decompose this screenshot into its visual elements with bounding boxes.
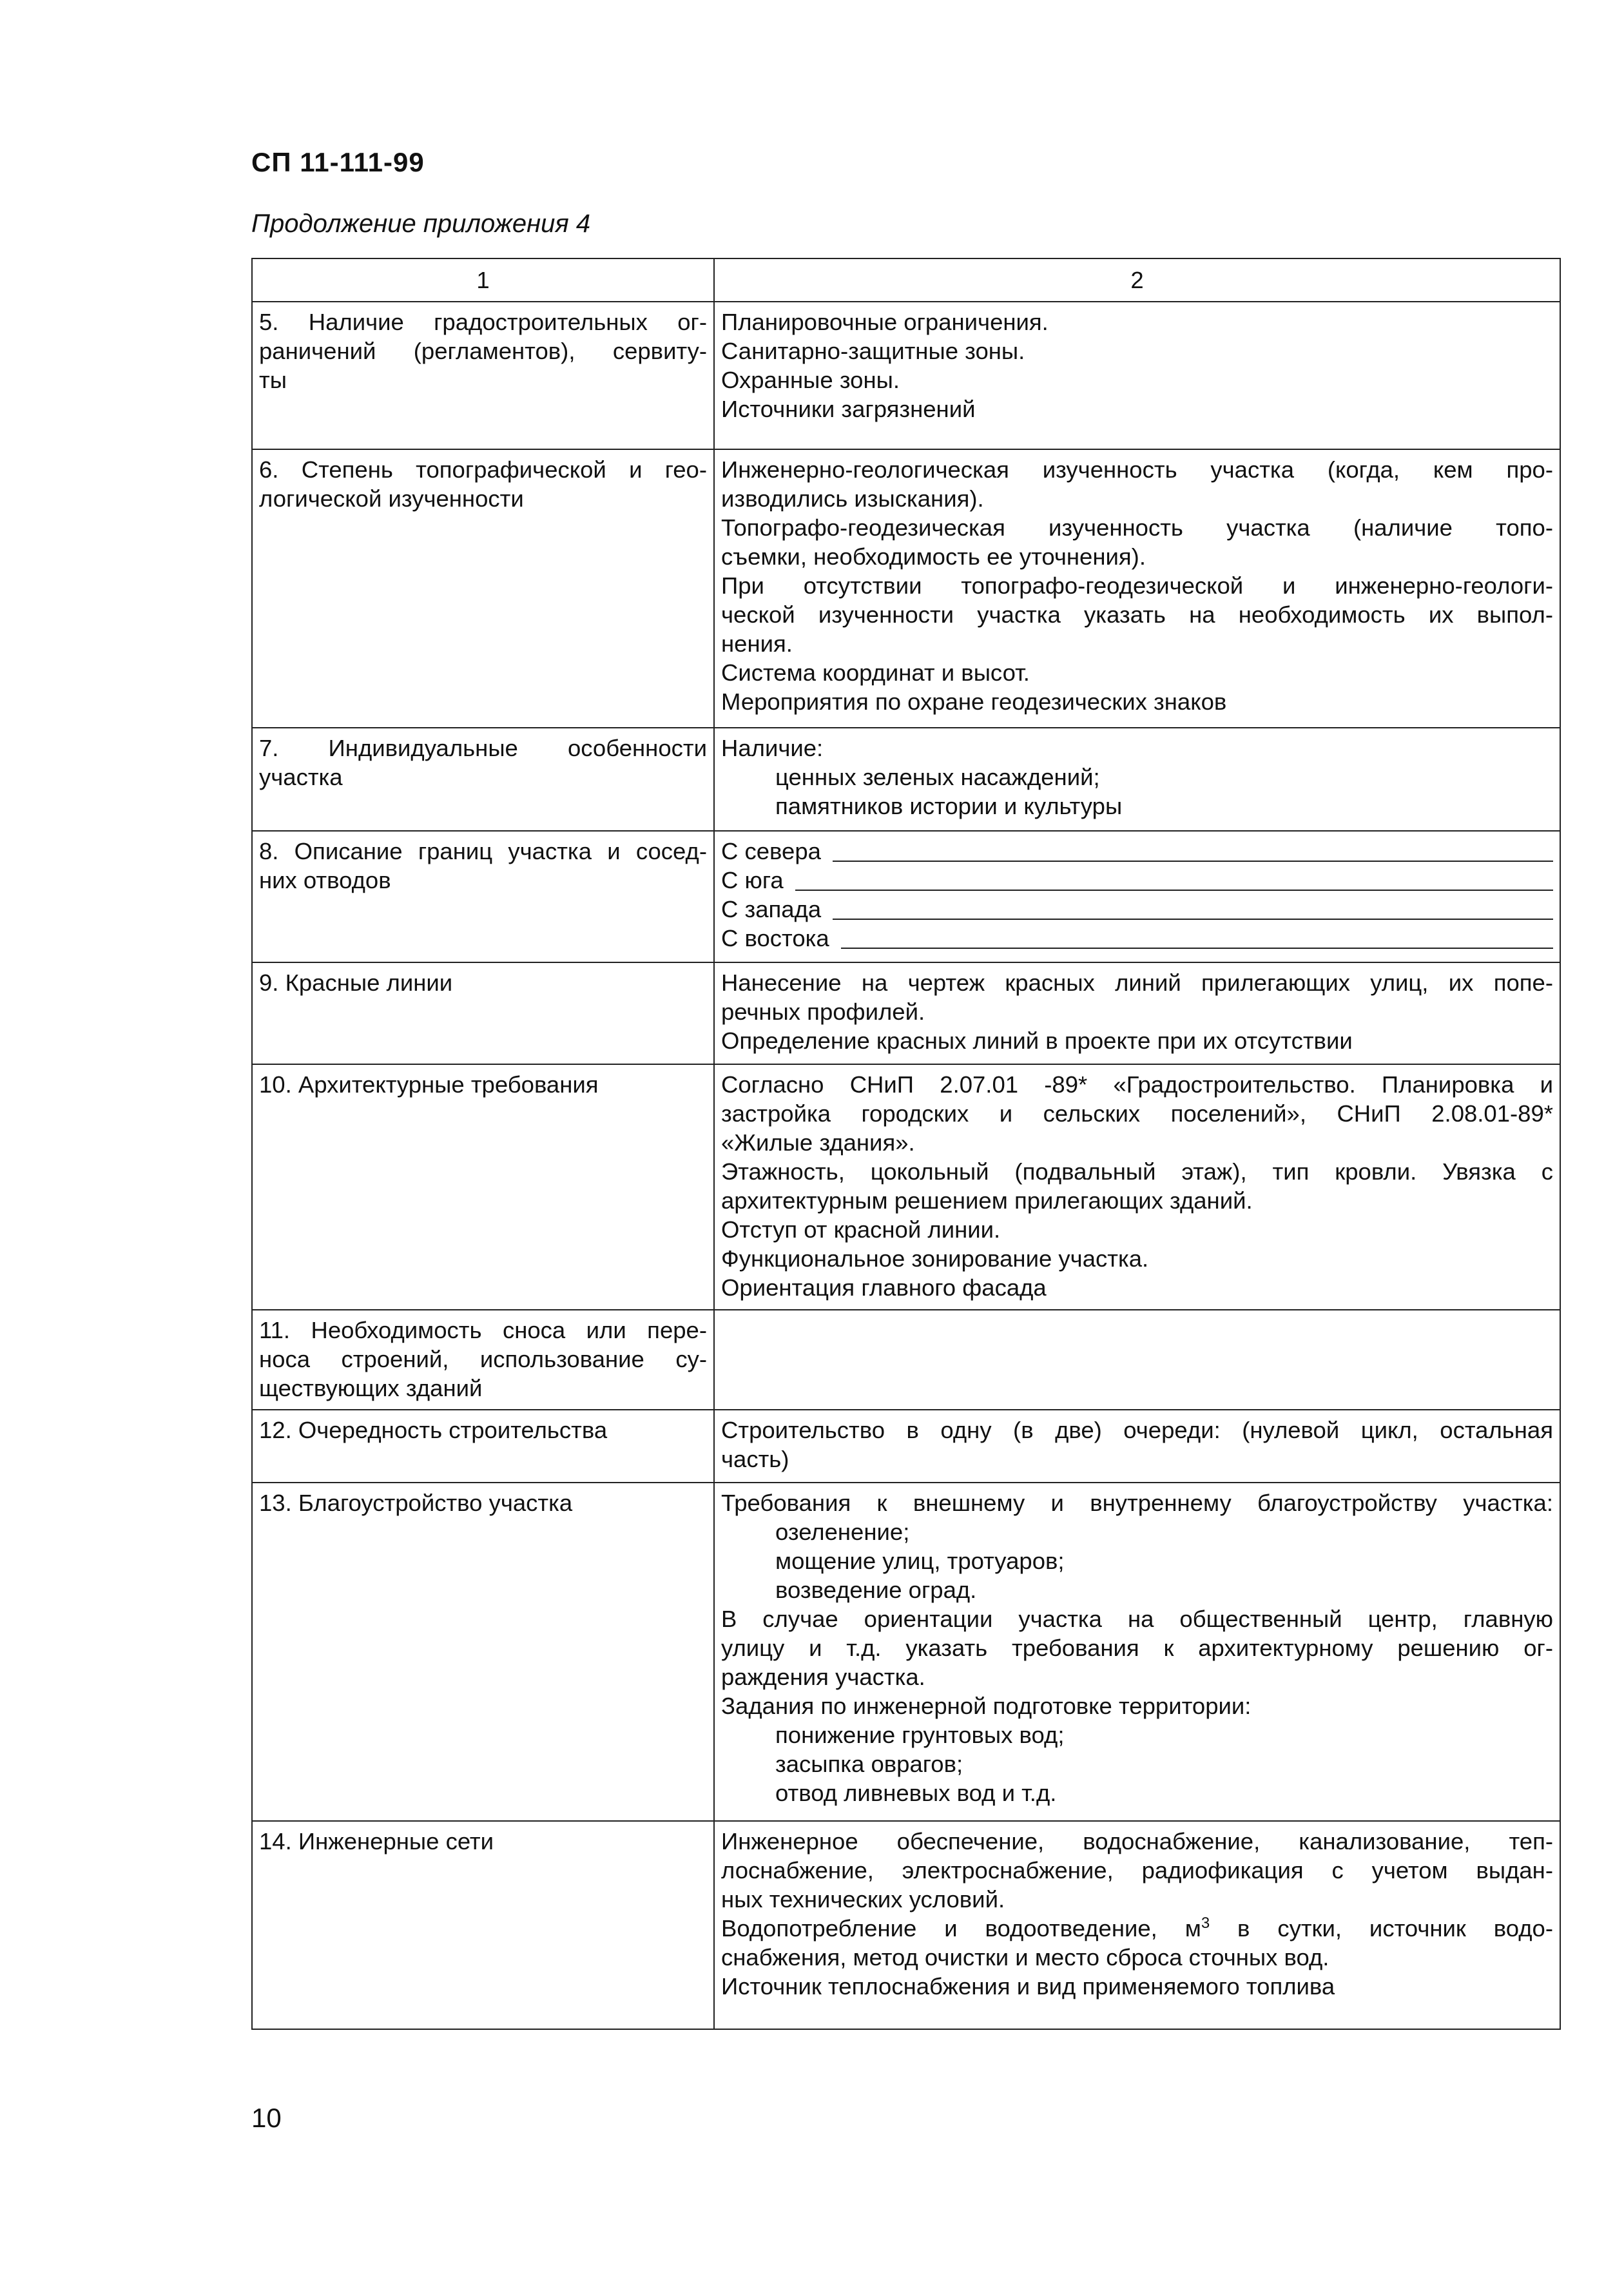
- requirement-content-cell: [714, 962, 1560, 1064]
- requirement-name-cell: [252, 1410, 714, 1483]
- blank-line: [833, 918, 1553, 920]
- cell-line: Согласно СНиП 2.07.01 -89* «Градостроительство. Планировка и: [721, 1071, 1553, 1098]
- appendix-continuation-label: Продолжение приложения 4: [251, 209, 591, 238]
- requirement-name-cell: [252, 831, 714, 962]
- table-row: [252, 302, 1560, 449]
- requirement-name-cell: [252, 1821, 714, 2029]
- cell-line: Этажность, цокольный (подвальный этаж), тип кровли. Увязка с: [721, 1158, 1553, 1185]
- cell-line: 8. Описание границ участка и сосед-: [259, 838, 707, 864]
- field-label: С востока: [721, 925, 829, 951]
- cell-line: носа строений, использование су-: [259, 1346, 707, 1372]
- boundary-south-field[interactable]: [721, 866, 1553, 895]
- field-label: С юга: [721, 867, 784, 893]
- cell-line: В случае ориентации участка на общественный центр, главную: [721, 1606, 1553, 1632]
- cell-line: архитектурным решением прилегающих зданий.: [721, 1187, 1253, 1214]
- cell-line: ческой изученности участка указать на необходимость их выпол-: [721, 601, 1553, 628]
- cell-line: Нанесение на чертеж красных линий прилегающих улиц, их попе-: [721, 969, 1553, 996]
- cell-line: нения.: [721, 630, 793, 657]
- requirement-name-cell: [252, 449, 714, 728]
- requirement-name-cell: [252, 1483, 714, 1821]
- blank-line: [833, 860, 1553, 862]
- cell-line: 6. Степень топографической и гео-: [259, 456, 707, 483]
- cell-line: Мероприятия по охране геодезических знаков: [721, 688, 1227, 715]
- blank-line: [841, 947, 1553, 949]
- requirement-content-cell: [714, 1410, 1560, 1483]
- column-header: 1: [252, 258, 714, 302]
- cell-line: раничений (регламентов), сервиту-: [259, 338, 707, 364]
- cell-line: отвод ливневых вод и т.д.: [775, 1780, 1057, 1806]
- document-code: СП 11-111-99: [251, 147, 425, 177]
- boundary-west-field[interactable]: [721, 895, 1553, 924]
- field-label: С севера: [721, 838, 821, 864]
- table-row: [252, 1310, 1560, 1410]
- requirement-content-cell: [714, 831, 1560, 962]
- cell-line: 13. Благоустройство участка: [259, 1490, 573, 1516]
- cell-line: лоснабжение, электроснабжение, радиофикация с учетом выдан-: [721, 1857, 1553, 1884]
- cell-line: ценных зеленых насаждений;: [775, 764, 1100, 790]
- requirement-content-cell: [714, 1483, 1560, 1821]
- cell-line: Система координат и высот.: [721, 659, 1030, 686]
- text-fragment: Водопотребление и водоотведение, м: [721, 1915, 1201, 1942]
- cell-line: озеленение;: [775, 1519, 910, 1545]
- table-row: [252, 728, 1560, 831]
- cell-line: 11. Необходимость сноса или пере-: [259, 1317, 707, 1343]
- cell-line: логической изученности: [259, 485, 524, 512]
- cell-line: ществующих зданий: [259, 1375, 483, 1401]
- cell-line: 9. Красные линии: [259, 969, 453, 996]
- cell-line: памятников истории и культуры: [775, 793, 1123, 819]
- blank-line: [795, 889, 1553, 891]
- boundary-east-field[interactable]: [721, 924, 1553, 953]
- table-row: [252, 1483, 1560, 1821]
- requirement-name-cell: [252, 728, 714, 831]
- cell-line: Требования к внешнему и внутреннему благоустройству участка:: [721, 1490, 1553, 1516]
- cell-line: [721, 1914, 1553, 1943]
- requirement-content-cell: [714, 449, 1560, 728]
- cell-line: 14. Инженерные сети: [259, 1828, 494, 1855]
- cell-line: часть): [721, 1446, 789, 1472]
- cell-line: засыпка оврагов;: [775, 1751, 963, 1777]
- cell-line: Инженерное обеспечение, водоснабжение, канализование, теп-: [721, 1828, 1553, 1855]
- requirement-name-cell: [252, 962, 714, 1064]
- requirement-name-cell: [252, 1064, 714, 1310]
- table-row: [252, 1821, 1560, 2029]
- requirement-content-cell: [714, 302, 1560, 449]
- table-header-row: [252, 258, 1560, 302]
- cell-line: Функциональное зонирование участка.: [721, 1245, 1149, 1272]
- cell-line: Источники загрязнений: [721, 396, 976, 422]
- cell-line: Охранные зоны.: [721, 367, 900, 393]
- cell-line: раждения участка.: [721, 1664, 925, 1690]
- field-label: С запада: [721, 896, 822, 922]
- cell-line: Определение красных линий в проекте при их отсутствии: [721, 1027, 1353, 1054]
- cell-line: При отсутствии топографо-геодезической и инженерно-геологи-: [721, 572, 1553, 599]
- cell-line: «Жилые здания».: [721, 1129, 915, 1156]
- cell-line: участка: [259, 764, 343, 790]
- cell-line: возведение оград.: [775, 1577, 977, 1603]
- table-row: [252, 1064, 1560, 1310]
- cell-line: мощение улиц, тротуаров;: [775, 1548, 1065, 1574]
- cell-line: Планировочные ограничения.: [721, 309, 1049, 335]
- requirement-name-cell: [252, 302, 714, 449]
- cell-line: 10. Архитектурные требования: [259, 1071, 599, 1098]
- cell-line: улицу и т.д. указать требования к архитектурному решению ог-: [721, 1635, 1553, 1661]
- cell-line: Инженерно-геологическая изученность участка (когда, кем про-: [721, 456, 1553, 483]
- cell-line: Отступ от красной линии.: [721, 1216, 1001, 1243]
- column-header: 2: [714, 258, 1560, 302]
- requirement-content-cell: [714, 1821, 1560, 2029]
- cell-line: Ориентация главного фасада: [721, 1274, 1047, 1301]
- cell-line: речных профилей.: [721, 998, 925, 1025]
- cell-line: Источник теплоснабжения и вид применяемого топлива: [721, 1973, 1335, 2000]
- cell-line: 7. Индивидуальные особенности: [259, 735, 707, 761]
- cell-line: съемки, необходимость ее уточнения).: [721, 543, 1146, 570]
- cell-line: понижение грунтовых вод;: [775, 1722, 1065, 1748]
- requirement-content-cell: [714, 1310, 1560, 1410]
- cell-line: снабжения, метод очистки и место сброса сточных вод.: [721, 1944, 1329, 1971]
- cell-line: них отводов: [259, 867, 391, 893]
- cell-line: Задания по инженерной подготовке территории:: [721, 1693, 1252, 1719]
- table-row: [252, 962, 1560, 1064]
- cell-line: Санитарно-защитные зоны.: [721, 338, 1025, 364]
- cell-line: ты: [259, 367, 287, 393]
- requirement-name-cell: [252, 1310, 714, 1410]
- cell-line: Строительство в одну (в две) очереди: (нулевой цикл, остальная: [721, 1417, 1553, 1443]
- cell-line: застройка городских и сельских поселений», СНиП 2.08.01-89*: [721, 1100, 1553, 1127]
- superscript: 3: [1201, 1914, 1210, 1932]
- text-fragment: в сутки, источник водо-: [1210, 1915, 1554, 1942]
- cell-line: Топографо-геодезическая изученность участка (наличие топо-: [721, 514, 1553, 541]
- table-row: [252, 449, 1560, 728]
- cell-line: изводились изыскания).: [721, 485, 984, 512]
- requirements-table: [251, 258, 1561, 2030]
- cell-line: ных технических условий.: [721, 1886, 1005, 1913]
- cell-line: 5. Наличие градостроительных ог-: [259, 309, 707, 335]
- page-number: 10: [251, 2103, 282, 2133]
- boundary-north-field[interactable]: [721, 837, 1553, 866]
- cell-line: Наличие:: [721, 735, 824, 761]
- requirement-content-cell: [714, 728, 1560, 831]
- requirement-content-cell: [714, 1064, 1560, 1310]
- cell-line: 12. Очередность строительства: [259, 1417, 608, 1443]
- table-row: [252, 1410, 1560, 1483]
- table-row: [252, 831, 1560, 962]
